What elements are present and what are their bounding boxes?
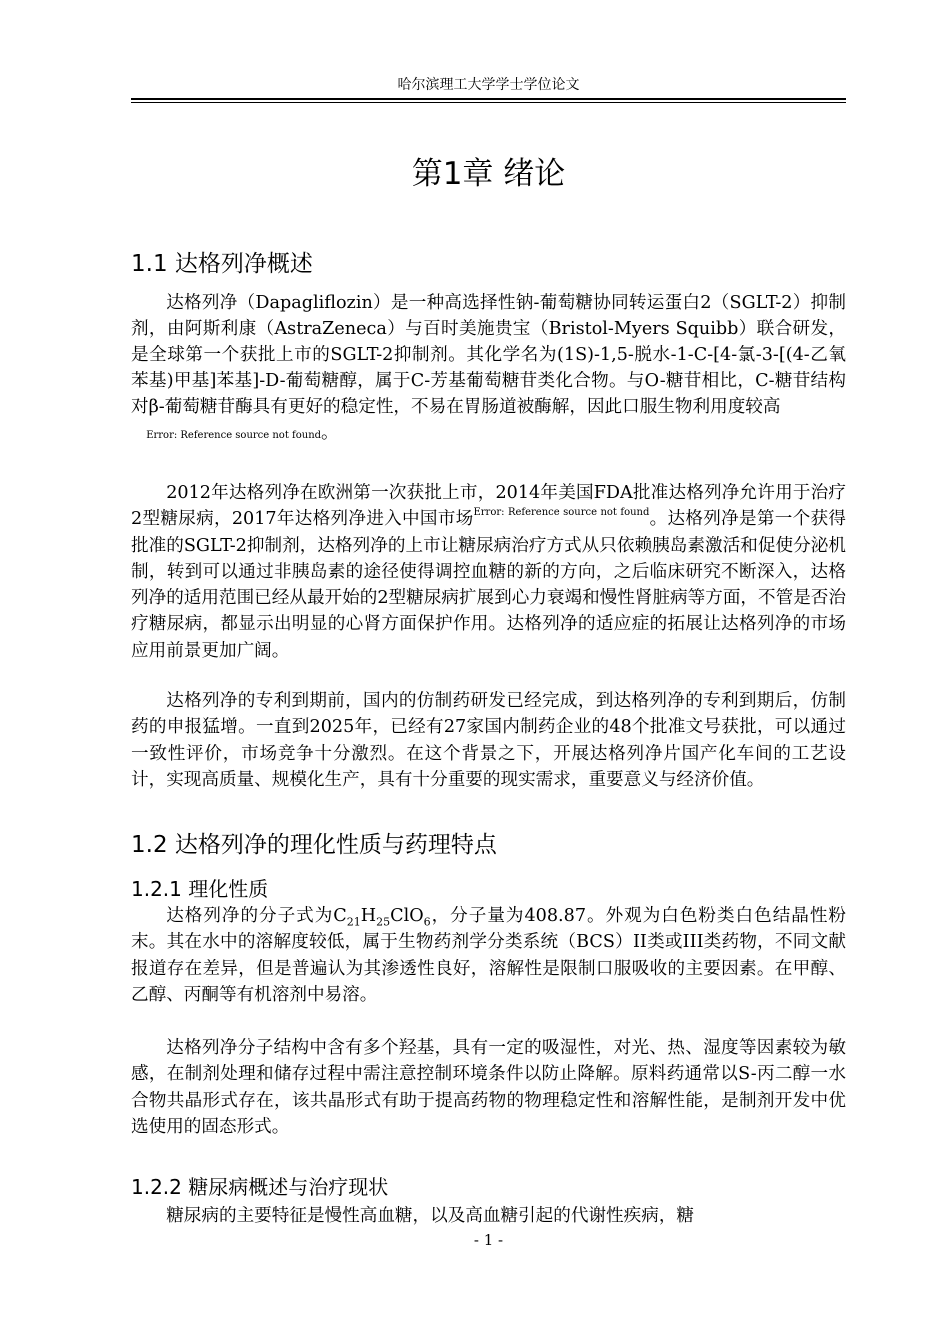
header-rule-thin (131, 102, 846, 103)
paragraph-text-cont: 。达格列净是第一个获得批准的SGLT-2抑制剂，达格列净的上市让糖尿病治疗方式从只依赖胰岛素激活和促使分泌机制，转到可以通过非胰岛素的途径使得调控血糖的新的方向，之后临床研究不断深入，达格列净的适用范围已经从最开始的2型糖尿病扩展到心力衰竭和慢性肾脏病等方面，不管是否治疗糖尿病，都显示出明显的心肾方面保护作用。达格列净的适应症的拓展让达格列净的市场应用前景更加广阔。 (131, 509, 846, 661)
subscript: 21 (346, 915, 361, 929)
formula-part: ClO (390, 906, 424, 926)
paragraph-physchem (131, 903, 846, 1008)
subscript: 25 (376, 915, 391, 929)
section-heading-1-2: 1.2 达格列净的理化性质与药理特点 (131, 832, 497, 858)
reference-error: Error: Reference source not found (473, 507, 650, 519)
page-number: - 1 - (473, 1231, 504, 1249)
section-heading-1-1: 1.1 达格列净概述 (131, 251, 313, 277)
paragraph-text: 达格列净（Dapagliflozin）是一种高选择性钠-葡萄糖协同转运蛋白2（SGLT-2）抑制剂，由阿斯利康（AstraZeneca）与百时美施贵宝（Bristol-Myers Squibb）联合研发，是全球第一个获批上市的SGLT-2抑制剂。其化学名为(1S)-1,5-脱水-1-C-[4-氯-3-[(4-乙氧苯基)甲基]苯基]-D-葡萄糖醇，属于C-芳基葡萄糖苷类化合物。与O-糖苷相比，C-糖苷结构对β-葡萄糖苷酶具有更好的稳定性，不易在胃肠道被酶解，因此口服生物利用度较高 (131, 293, 846, 417)
chapter-title: 第1章 绪论 (411, 156, 566, 192)
reference-error: Error: Reference source not found (146, 430, 322, 441)
paragraph-overview (131, 290, 846, 446)
paragraph-text: 达格列净的分子式为C (166, 906, 347, 926)
paragraph-generics: 达格列净的专利到期前，国内的仿制药研发已经完成，到达格列净的专利到期后，仿制药的申报猛增。一直到2025年，已经有27家国内制药企业的48个批准文号获批，可以通过一致性评价，市场竞争十分激烈。在这个背景之下，开展达格列净片国产化车间的工艺设计，实现高质量、规模化生产，具有十分重要的现实需求，重要意义与经济价值。 (131, 691, 846, 790)
section-heading-1-2-2: 1.2.2 糖尿病概述与治疗现状 (131, 1175, 389, 1199)
paragraph-diabetes: 糖尿病的主要特征是慢性高血糖，以及高血糖引起的代谢性疾病，糖 (166, 1206, 695, 1226)
running-header: 哈尔滨理工大学学士学位论文 (397, 77, 580, 93)
section-heading-1-2-1: 1.2.1 理化性质 (131, 877, 269, 901)
paragraph-history (131, 480, 846, 664)
paragraph-text-cont: ，分子量为408.87。外观为白色粉类白色结晶性粉末。其在水中的溶解度较低，属于生物药剂学分类系统（BCS）II类或III类药物，不同文献报道存在差异，但是普遍认为其渗透性良好，溶解性是限制口服吸收的主要因素。在甲醇、乙醇、丙酮等有机溶剂中易溶。 (131, 906, 846, 1005)
formula-part: H (360, 906, 377, 926)
paragraph-text: 2012年达格列净在欧洲第一次获批上市，2014年美国FDA批准达格列净允许用于治疗2型糖尿病，2017年达格列净进入中国市场 (131, 483, 846, 530)
paragraph-end: 。 (321, 423, 339, 443)
subscript: 6 (423, 915, 431, 929)
paragraph-stability: 达格列净分子结构中含有多个羟基，具有一定的吸湿性，对光、热、湿度等因素较为敏感，在制剂处理和储存过程中需注意控制环境条件以防止降解。原料药通常以S-丙二醇一水合物共晶形式存在，该共晶形式有助于提高药物的物理稳定性和溶解性能，是制剂开发中优选使用的固态形式。 (131, 1038, 846, 1137)
header-rule-thick (131, 98, 846, 100)
